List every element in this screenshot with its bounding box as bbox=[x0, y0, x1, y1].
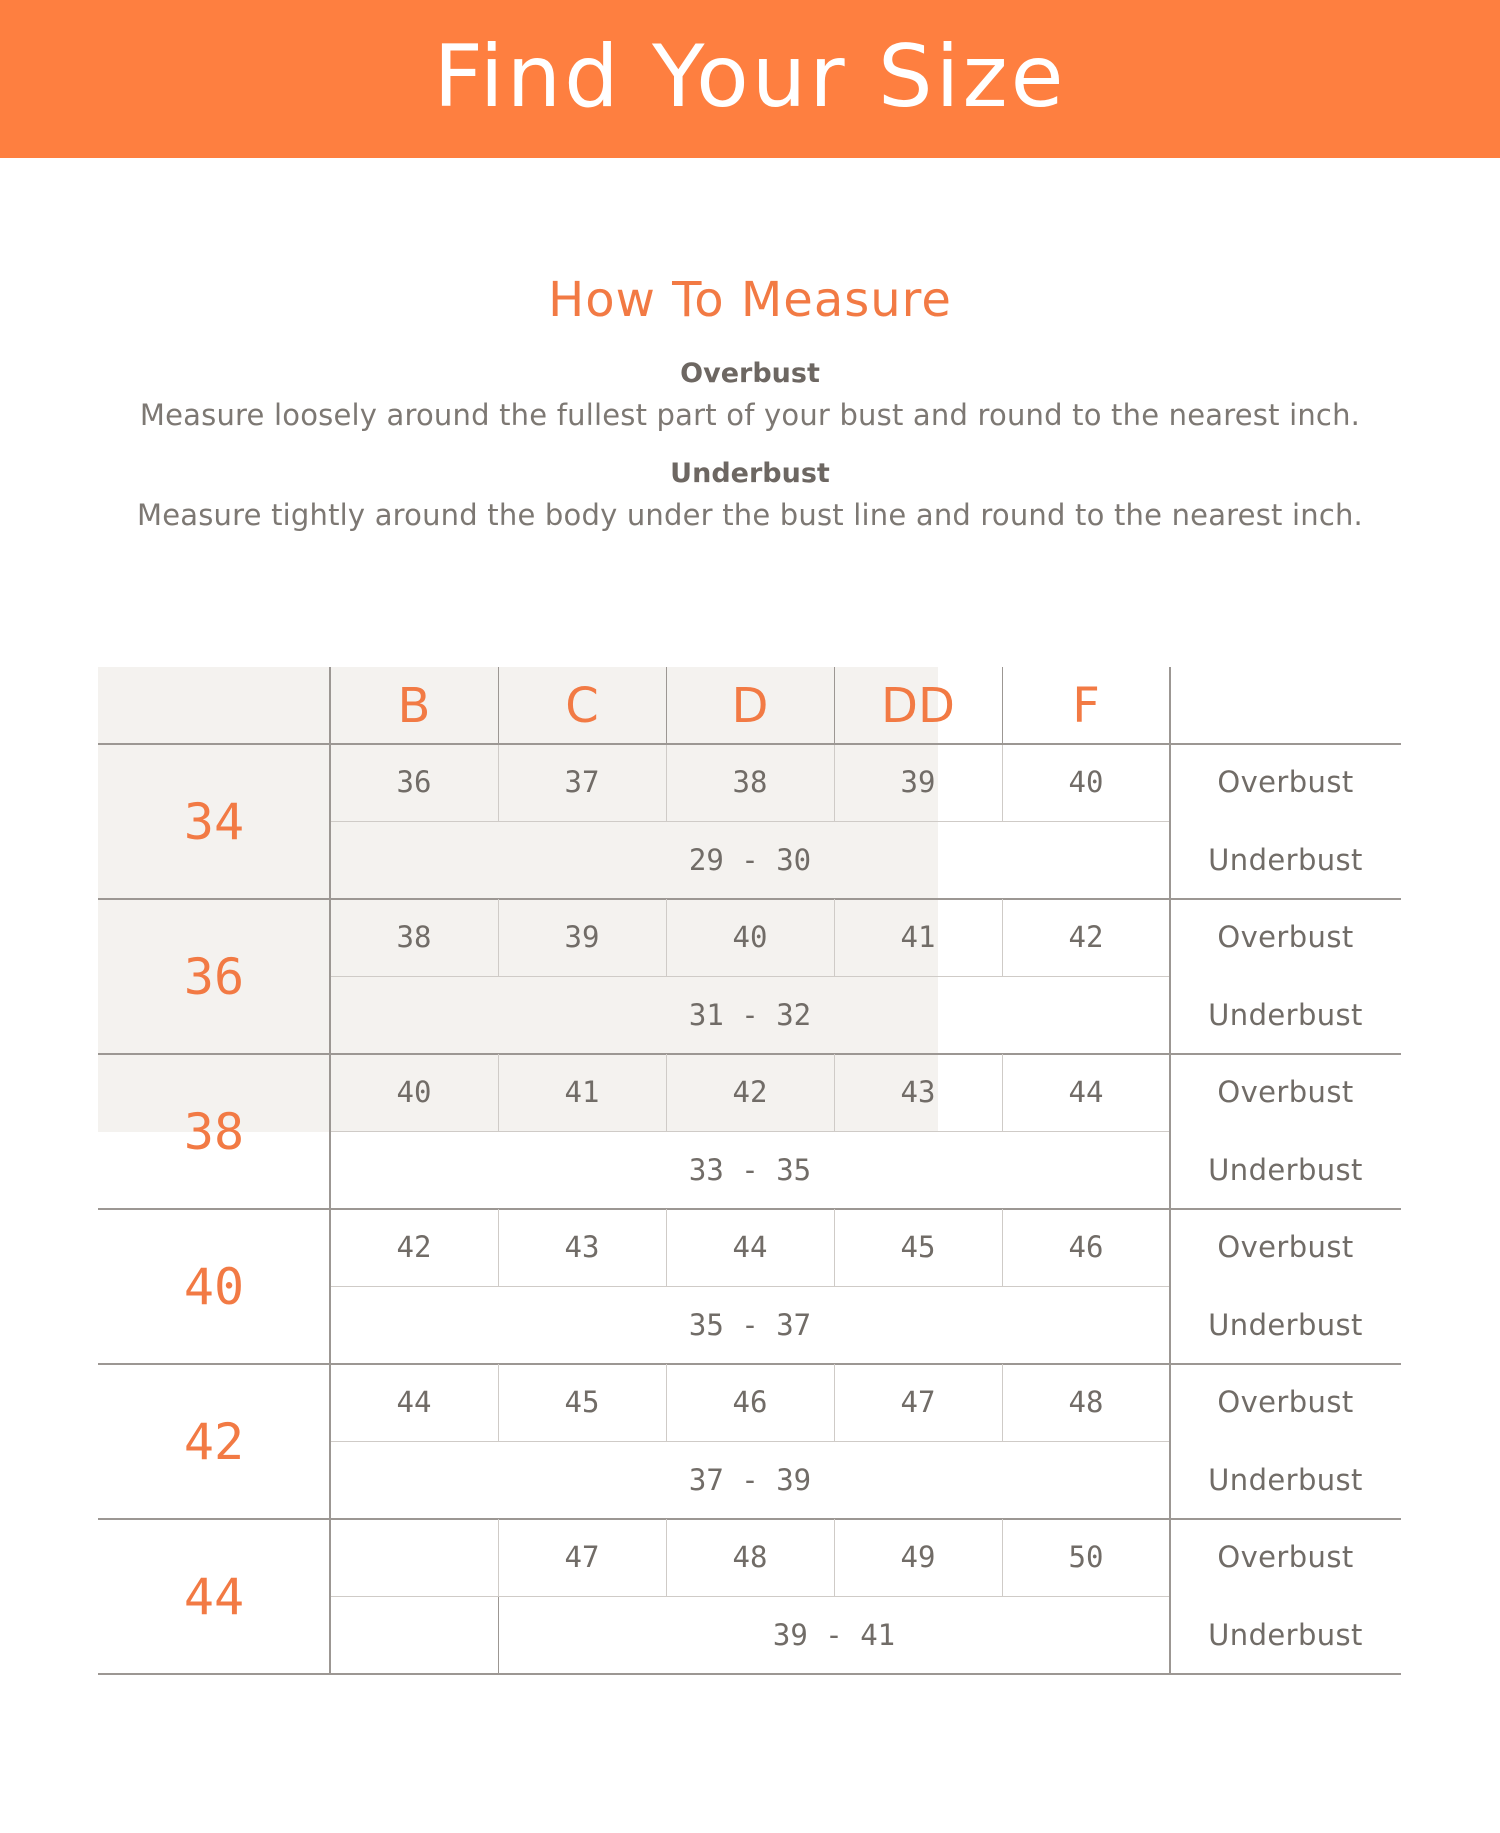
cell-divider bbox=[1002, 744, 1003, 822]
underbust-range-cell bbox=[330, 1442, 1170, 1520]
overbust-value-cell bbox=[834, 899, 1002, 977]
overbust-value-cell bbox=[498, 744, 666, 822]
overbust-value: 46 bbox=[732, 1385, 768, 1420]
overbust-value-cell bbox=[1002, 899, 1170, 977]
cell-divider bbox=[834, 1364, 835, 1442]
overbust-instructions: Measure loosely around the fullest part of your bust and round to the nearest inch. bbox=[139, 398, 1361, 432]
overbust-value-cell bbox=[666, 1519, 834, 1597]
overbust-value-cell bbox=[834, 1054, 1002, 1132]
cell-divider bbox=[666, 899, 667, 977]
overbust-row-label: Overbust bbox=[1217, 1230, 1354, 1265]
overbust-value-cell bbox=[330, 1054, 498, 1132]
cup-size-label: D bbox=[731, 677, 769, 734]
underbust-row-label: Underbust bbox=[1208, 1152, 1363, 1187]
cup-size-label: B bbox=[397, 677, 431, 734]
underbust-range-cell bbox=[330, 822, 1170, 900]
overbust-value: 40 bbox=[396, 1075, 432, 1110]
overbust-value: 48 bbox=[732, 1540, 768, 1575]
overbust-value: 40 bbox=[1068, 765, 1104, 800]
band-size-label: 38 bbox=[183, 1102, 245, 1161]
overbust-heading: Overbust bbox=[680, 358, 820, 389]
band-size-label: 34 bbox=[183, 792, 245, 851]
cell-divider bbox=[1002, 899, 1003, 977]
cell-divider bbox=[498, 1054, 499, 1132]
overbust-value-cell bbox=[1002, 1519, 1170, 1597]
cell-divider bbox=[498, 744, 499, 822]
row-divider bbox=[98, 1673, 1401, 1675]
overbust-value: 43 bbox=[564, 1230, 600, 1265]
overbust-value-cell bbox=[834, 1364, 1002, 1442]
overbust-row-label: Overbust bbox=[1217, 1540, 1354, 1575]
cup-size-label: C bbox=[565, 677, 599, 734]
band-size-label: 36 bbox=[183, 947, 245, 1006]
cell-divider bbox=[498, 1597, 499, 1675]
cup-size-label: F bbox=[1072, 677, 1100, 734]
overbust-value-cell bbox=[498, 1364, 666, 1442]
cell-divider bbox=[834, 899, 835, 977]
overbust-value-cell bbox=[498, 1209, 666, 1287]
header-cell-divider bbox=[834, 667, 835, 744]
overbust-value-cell bbox=[666, 899, 834, 977]
underbust-range-cell bbox=[330, 1132, 1170, 1210]
overbust-value: 50 bbox=[1068, 1540, 1104, 1575]
band-size-label: 42 bbox=[183, 1412, 245, 1471]
overbust-value: 44 bbox=[732, 1230, 768, 1265]
overbust-value: 38 bbox=[732, 765, 768, 800]
page-title: Find Your Size bbox=[433, 27, 1067, 127]
band-column-border bbox=[329, 667, 331, 1674]
underbust-instructions: Measure tightly around the body under the bust line and round to the nearest inch. bbox=[137, 498, 1363, 532]
overbust-value-cell bbox=[1002, 1364, 1170, 1442]
overbust-value: 40 bbox=[732, 920, 768, 955]
cup-size-header bbox=[498, 667, 666, 744]
cell-divider bbox=[666, 1364, 667, 1442]
cup-size-header bbox=[1002, 667, 1170, 744]
cell-divider bbox=[498, 899, 499, 977]
overbust-value-cell bbox=[666, 1054, 834, 1132]
overbust-value: 48 bbox=[1068, 1385, 1104, 1420]
cell-divider bbox=[666, 1209, 667, 1287]
overbust-value: 41 bbox=[900, 920, 936, 955]
cup-size-label: DD bbox=[881, 677, 955, 734]
header-cell-divider bbox=[498, 667, 499, 744]
cell-divider bbox=[834, 744, 835, 822]
overbust-value-cell bbox=[330, 1209, 498, 1287]
overbust-value: 45 bbox=[900, 1230, 936, 1265]
underbust-row-label: Underbust bbox=[1208, 1462, 1363, 1497]
cell-divider bbox=[498, 1519, 499, 1597]
header-banner bbox=[0, 0, 1500, 158]
underbust-range: 33 - 35 bbox=[688, 1152, 812, 1187]
overbust-value: 37 bbox=[564, 765, 600, 800]
cup-size-header bbox=[330, 667, 498, 744]
underbust-range-cell bbox=[330, 1287, 1170, 1365]
overbust-value-cell bbox=[330, 744, 498, 822]
overbust-value: 45 bbox=[564, 1385, 600, 1420]
cell-divider bbox=[666, 1054, 667, 1132]
overbust-value-cell bbox=[1002, 1054, 1170, 1132]
underbust-range: 31 - 32 bbox=[688, 997, 812, 1032]
overbust-value: 41 bbox=[564, 1075, 600, 1110]
underbust-row-label: Underbust bbox=[1208, 997, 1363, 1032]
how-to-measure-title: How To Measure bbox=[548, 272, 952, 328]
overbust-value-cell bbox=[498, 899, 666, 977]
half-divider bbox=[330, 821, 1170, 822]
cell-divider bbox=[1002, 1209, 1003, 1287]
overbust-value: 47 bbox=[564, 1540, 600, 1575]
overbust-value-cell bbox=[330, 1364, 498, 1442]
overbust-row-label: Overbust bbox=[1217, 920, 1354, 955]
underbust-range: 37 - 39 bbox=[688, 1462, 812, 1497]
overbust-value: 38 bbox=[396, 920, 432, 955]
cell-divider bbox=[666, 744, 667, 822]
overbust-value: 43 bbox=[900, 1075, 936, 1110]
overbust-value-cell bbox=[330, 1519, 498, 1597]
overbust-value: 46 bbox=[1068, 1230, 1104, 1265]
overbust-value-cell bbox=[666, 744, 834, 822]
how-to-measure-section bbox=[0, 268, 1500, 536]
band-size-cell bbox=[98, 1054, 330, 1209]
half-divider bbox=[330, 1596, 1170, 1597]
header-cell-divider bbox=[1002, 667, 1003, 744]
half-divider bbox=[330, 976, 1170, 977]
cell-divider bbox=[498, 1209, 499, 1287]
cup-size-header bbox=[834, 667, 1002, 744]
header-cell-divider bbox=[666, 667, 667, 744]
band-size-label: 44 bbox=[183, 1567, 245, 1626]
band-size-cell bbox=[98, 1519, 330, 1674]
overbust-value-cell bbox=[834, 1209, 1002, 1287]
half-divider bbox=[330, 1441, 1170, 1442]
half-divider bbox=[330, 1131, 1170, 1132]
overbust-value-cell bbox=[834, 744, 1002, 822]
underbust-row-label: Underbust bbox=[1208, 842, 1363, 877]
overbust-value-cell bbox=[666, 1364, 834, 1442]
underbust-heading: Underbust bbox=[670, 458, 830, 489]
cell-divider bbox=[834, 1209, 835, 1287]
cup-size-header bbox=[666, 667, 834, 744]
overbust-value: 42 bbox=[396, 1230, 432, 1265]
cell-divider bbox=[498, 1364, 499, 1442]
overbust-row-label: Overbust bbox=[1217, 1385, 1354, 1420]
overbust-value: 42 bbox=[732, 1075, 768, 1110]
label-column-border bbox=[1169, 667, 1171, 1674]
overbust-value: 39 bbox=[900, 765, 936, 800]
overbust-row-label: Overbust bbox=[1217, 765, 1354, 800]
overbust-value: 39 bbox=[564, 920, 600, 955]
overbust-value-cell bbox=[1002, 1209, 1170, 1287]
band-size-label: 40 bbox=[183, 1257, 245, 1316]
overbust-value: 47 bbox=[900, 1385, 936, 1420]
band-size-cell bbox=[98, 744, 330, 899]
overbust-value: 36 bbox=[396, 765, 432, 800]
overbust-row-label: Overbust bbox=[1217, 1075, 1354, 1110]
band-size-cell bbox=[98, 899, 330, 1054]
cell-divider bbox=[666, 1519, 667, 1597]
overbust-value-cell bbox=[666, 1209, 834, 1287]
band-size-cell bbox=[98, 1364, 330, 1519]
underbust-range: 35 - 37 bbox=[688, 1307, 812, 1342]
cell-divider bbox=[1002, 1364, 1003, 1442]
cell-divider bbox=[834, 1519, 835, 1597]
cell-divider bbox=[834, 1054, 835, 1132]
overbust-value: 44 bbox=[396, 1385, 432, 1420]
overbust-value: 49 bbox=[900, 1540, 936, 1575]
band-size-cell bbox=[98, 1209, 330, 1364]
cell-divider bbox=[1002, 1519, 1003, 1597]
size-chart-table bbox=[98, 667, 1401, 1675]
header-divider bbox=[98, 743, 1401, 745]
overbust-value-cell bbox=[330, 899, 498, 977]
overbust-value-cell bbox=[498, 1519, 666, 1597]
overbust-value-cell bbox=[498, 1054, 666, 1132]
cell-divider bbox=[1002, 1054, 1003, 1132]
overbust-value: 44 bbox=[1068, 1075, 1104, 1110]
half-divider bbox=[330, 1286, 1170, 1287]
underbust-row-label: Underbust bbox=[1208, 1617, 1363, 1652]
overbust-value-cell bbox=[1002, 744, 1170, 822]
underbust-range: 39 - 41 bbox=[772, 1617, 896, 1652]
underbust-range-cell bbox=[498, 1597, 1170, 1675]
underbust-range-cell bbox=[330, 977, 1170, 1055]
overbust-value: 42 bbox=[1068, 920, 1104, 955]
underbust-row-label: Underbust bbox=[1208, 1307, 1363, 1342]
overbust-value-cell bbox=[834, 1519, 1002, 1597]
underbust-range: 29 - 30 bbox=[688, 842, 812, 877]
